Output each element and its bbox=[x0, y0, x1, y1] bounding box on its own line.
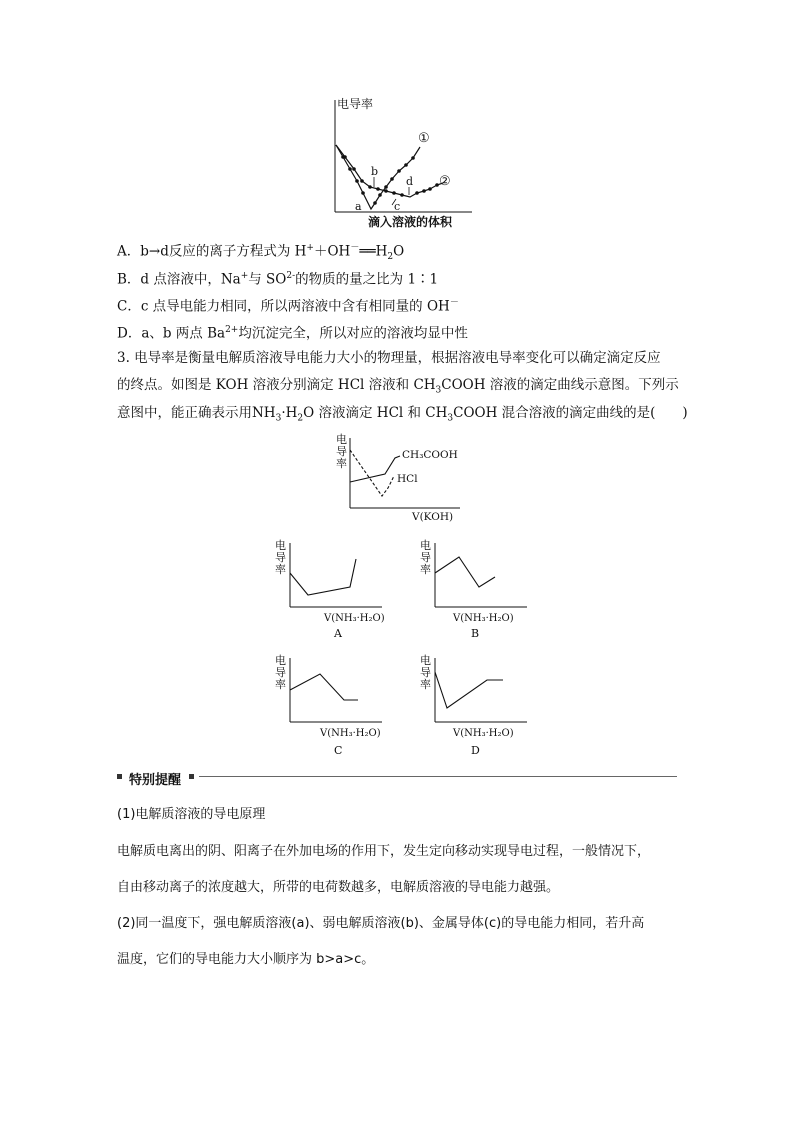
choice-b-ylabel-2: 导 bbox=[420, 551, 431, 564]
chart2-xlabel: V(KOH) bbox=[412, 511, 454, 523]
chart2-series1-label: CH₃COOH bbox=[402, 449, 458, 461]
choice-c-ylabel-3: 率 bbox=[275, 678, 286, 691]
choice-a-ylabel-2: 导 bbox=[275, 551, 286, 564]
conductivity-chart-1 bbox=[320, 95, 490, 235]
choice-c-ylabel-1: 电 bbox=[275, 654, 286, 667]
chart2-hcl-line bbox=[350, 450, 394, 496]
option-a: A．b→d反应的离子方程式为 $H^++OH^-══H_2O$ bbox=[117, 243, 405, 263]
choice-d-ylabel-2: 导 bbox=[420, 666, 431, 679]
tip-header bbox=[117, 769, 677, 788]
option-c: C．c 点导电能力相同，所以两溶液中含有相同量的 OH－ bbox=[117, 298, 459, 315]
chart2-ylabel-2: 导 bbox=[336, 445, 347, 458]
choice-a-label: A bbox=[334, 627, 342, 640]
choice-b-ylabel-1: 电 bbox=[420, 539, 431, 552]
choice-c-xlabel: V(NH₃·H₂O) bbox=[320, 728, 381, 739]
koh-titration-chart bbox=[330, 430, 470, 525]
q3-line-2: 的终点。如图是 KOH 溶液分别滴定 HCl 溶液和 $CH_3COOH$ 溶液的滴定曲线示意图。下列示 bbox=[117, 377, 679, 396]
choice-a-ylabel-3: 率 bbox=[275, 563, 286, 576]
choice-chart-c bbox=[270, 650, 390, 760]
chart1-label-a: a bbox=[355, 200, 362, 213]
tip-p3: 自由移动离子的浓度越大，所带的电荷数越多，电解质溶液的导电能力越强。 bbox=[117, 880, 560, 895]
chart1-label-b: b bbox=[371, 165, 379, 178]
option-d: D．a、b 两点 $Ba^{2+}$均沉淀完全，所以对应的溶液均显中性 bbox=[117, 325, 468, 342]
tip-p5: 温度，它们的导电能力大小顺序为 b>a>c。 bbox=[117, 952, 375, 967]
choice-chart-d bbox=[415, 650, 535, 760]
choice-b-curve bbox=[435, 557, 495, 587]
q3-line-3: 意图中，能正确表示用$NH_3\cdot H_2O$ 溶液滴定 HCl 和 $CH_3COOH$ 混合溶液的滴定曲线的是( ) bbox=[117, 405, 688, 424]
chart1-curve-2 bbox=[336, 145, 443, 197]
choice-d-xlabel: V(NH₃·H₂O) bbox=[453, 728, 514, 739]
choice-d-label: D bbox=[471, 744, 480, 757]
chart2-ylabel-3: 率 bbox=[336, 457, 347, 470]
chart2-ylabel-1: 电 bbox=[336, 433, 347, 446]
chart1-label-c: c bbox=[394, 200, 401, 213]
chart2-series2-label: HCl bbox=[397, 473, 418, 485]
tip-p2: 电解质电离出的阴、阳离子在外加电场的作用下，发生定向移动实现导电过程，一般情况下， bbox=[117, 844, 651, 859]
chart1-label-1: ① bbox=[418, 131, 430, 146]
chart1-label-d: d bbox=[406, 175, 414, 188]
chart1-curve-2-points bbox=[343, 155, 439, 197]
choice-chart-a bbox=[270, 535, 390, 645]
chart1-label-2: ② bbox=[439, 174, 451, 189]
option-b: B．d 点溶液中，Na+与 $SO^{2-}$的物质的量之比为 1∶1 bbox=[117, 271, 439, 288]
tip-p4: (2)同一温度下，强电解质溶液(a)、弱电解质溶液(b)、金属导体(c)的导电能力相同，若升高 bbox=[117, 916, 645, 931]
choice-b-ylabel-3: 率 bbox=[420, 563, 431, 576]
choice-a-ylabel-1: 电 bbox=[275, 539, 286, 552]
choice-b-label: B bbox=[471, 627, 480, 640]
choice-a-xlabel: V(NH₃·H₂O) bbox=[324, 613, 385, 624]
choice-b-xlabel: V(NH₃·H₂O) bbox=[453, 613, 514, 624]
chart1-ylabel: 电导率 bbox=[337, 97, 374, 111]
chart1-xlabel: 滴入溶液的体积 bbox=[368, 215, 453, 229]
tip-p1: (1)电解质溶液的导电原理 bbox=[117, 807, 266, 822]
choice-d-ylabel-1: 电 bbox=[420, 654, 431, 667]
choice-d-ylabel-3: 率 bbox=[420, 678, 431, 691]
choice-c-label: C bbox=[334, 744, 343, 757]
q3-line-1: 3. 电导率是衡量电解质溶液导电能力大小的物理量，根据溶液电导率变化可以确定滴定反应 bbox=[117, 350, 661, 366]
tip-title: 特别提醒 bbox=[129, 773, 182, 788]
tip-square-icon-2 bbox=[189, 774, 194, 779]
choice-a-curve bbox=[290, 559, 356, 595]
choice-chart-b bbox=[415, 535, 535, 645]
choice-c-ylabel-2: 导 bbox=[275, 666, 286, 679]
tip-divider bbox=[199, 776, 677, 777]
tip-square-icon bbox=[117, 774, 122, 779]
choice-d-curve bbox=[435, 672, 503, 708]
choice-c-curve bbox=[290, 674, 358, 700]
